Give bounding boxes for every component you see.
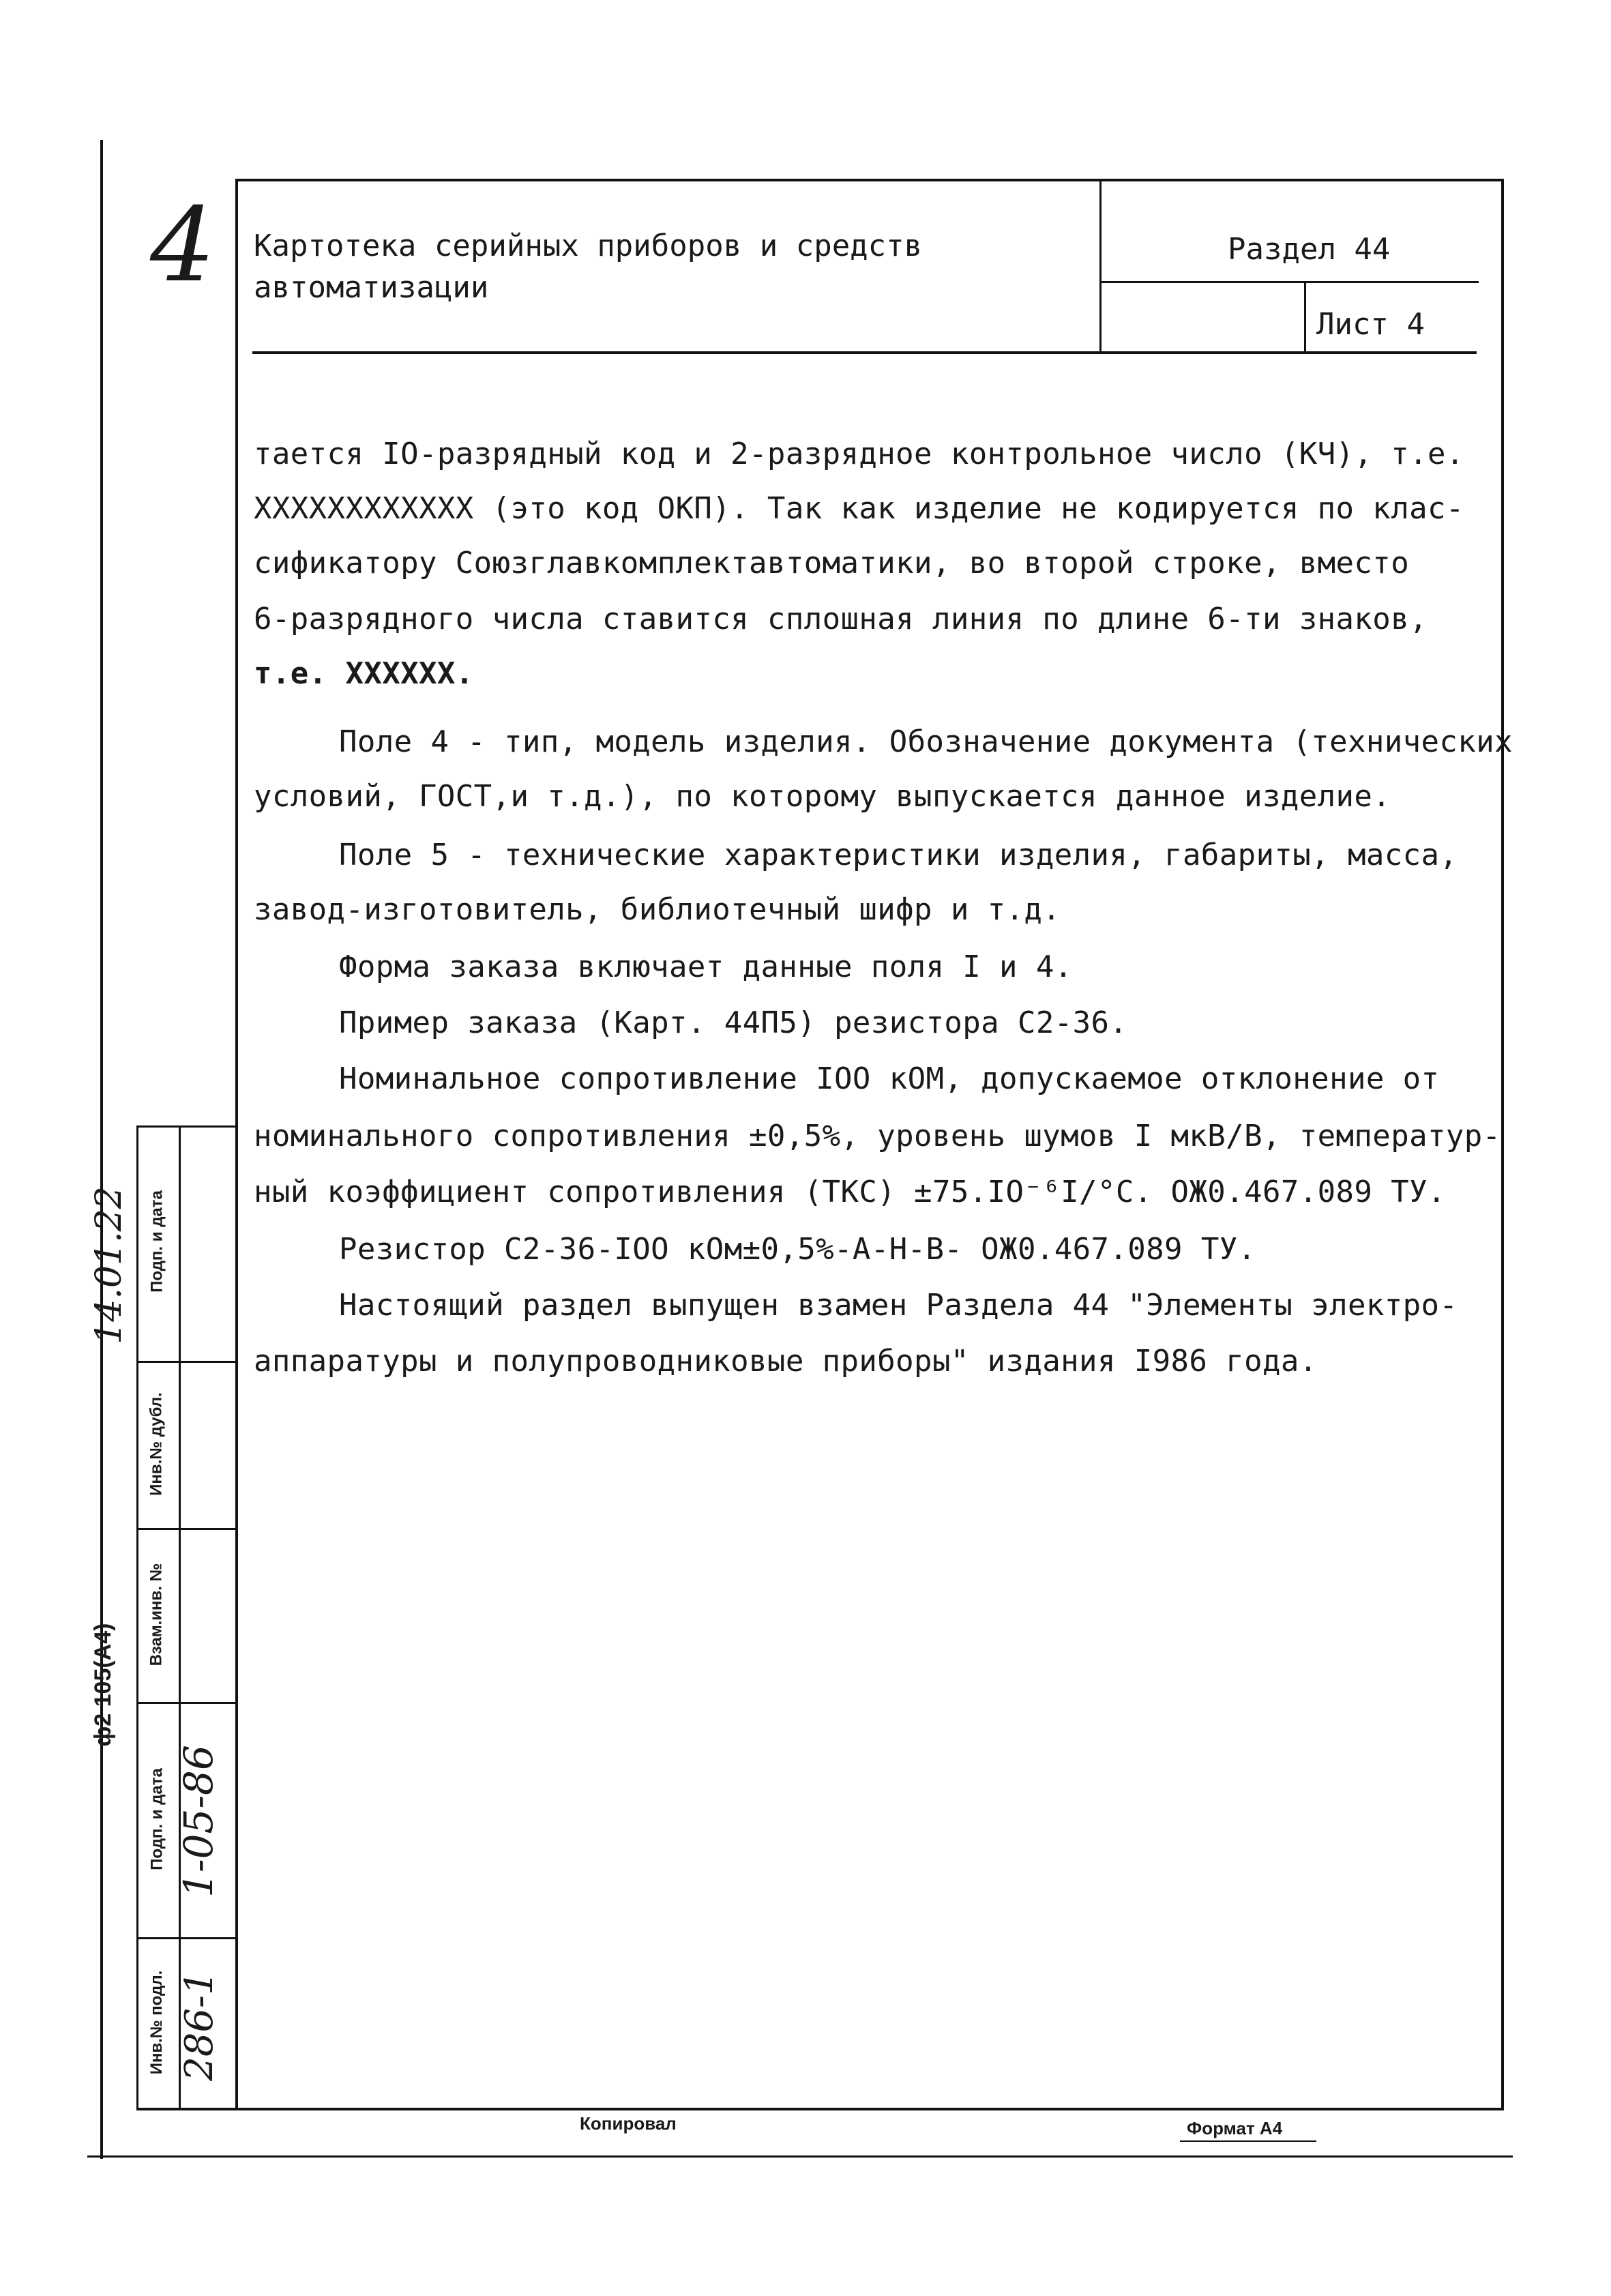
body-line: Поле 5 - технические характеристики изделия, габариты, масса,: [339, 838, 1458, 872]
sheet-label: Лист 4: [1316, 307, 1425, 342]
stamp-hand-signature: 14.01.22: [89, 1186, 130, 1344]
footer-underline: [1180, 2140, 1316, 2142]
stamp-form-mark: ф2 105(А4): [90, 1623, 116, 1747]
outer-frame-left: [100, 140, 103, 2159]
body-line: сификатору Союзглавкомплектавтоматики, во второй строке, вместо: [254, 546, 1410, 580]
body-line: Номинальное сопротивление IOO кОМ, допускаемое отклонение от: [339, 1061, 1440, 1096]
page-number-mark: 4: [150, 186, 216, 305]
body-line: Настоящий раздел выпущен взамен Раздела 44 "Элементы электро-: [339, 1288, 1458, 1323]
body-line: завод-изготовитель, библиотечный шифр и т.д.: [254, 892, 1061, 927]
outer-frame-bottom: [87, 2155, 1513, 2158]
stamp-label-sign-date-2: Подп. и дата: [147, 1768, 166, 1870]
body-line: Форма заказа включает данные поля I и 4.: [339, 950, 1073, 984]
inner-frame-left: [235, 179, 238, 2109]
body-line: Резистор С2-36-IOO кОм±0,5%-А-Н-В- ОЖ0.467.089 ТУ.: [339, 1232, 1256, 1267]
footer-copied: Копировал: [580, 2113, 677, 2134]
stamp-label-orig-inv: Инв.№ подл.: [147, 1970, 166, 2075]
section-label: Раздел 44: [1228, 232, 1391, 267]
header-title-line2: автоматизации: [254, 270, 489, 305]
inner-frame-right: [1501, 179, 1504, 2109]
body-line: ный коэффициент сопротивления (ТКС) ±75.IO⁻⁶I/°C. ОЖ0.467.089 ТУ.: [254, 1175, 1446, 1209]
body-line: т.е. XXXXXX.: [254, 656, 474, 691]
body-line: Поле 4 - тип, модель изделия. Обозначение документа (технических: [339, 724, 1513, 759]
body-line: аппаратуры и полупроводниковые приборы" издания I986 года.: [254, 1344, 1318, 1379]
header-bottom-rule: [252, 351, 1477, 354]
body-line: 6-разрядного числа ставится сплошная линия по длине 6-ти знаков,: [254, 602, 1428, 636]
stamp-label-dup-inv: Инв.№ дубл.: [147, 1392, 166, 1496]
body-line: тается IO-разрядный код и 2-разрядное контрольное число (КЧ), т.е.: [254, 437, 1464, 471]
inner-frame-top: [235, 179, 1504, 181]
stamp-hand-date: 1-05-86: [175, 1745, 222, 1898]
body-line: номинального сопротивления ±0,5%, уровень шумов I мкВ/В, температур-: [254, 1119, 1501, 1153]
inner-frame-bottom: [136, 2108, 1504, 2110]
stamp-hand-inv: 286-1: [177, 1971, 222, 2081]
stamp-label-sign-date: Подп. и дата: [147, 1190, 166, 1293]
footer-format: Формат А4: [1187, 2118, 1283, 2138]
header-sheet-divider: [1304, 283, 1306, 351]
stamp-col-line: [136, 1125, 138, 2108]
stamp-label-repl-inv: Взам.инв. №: [147, 1563, 166, 1666]
header-vertical-divider: [1099, 179, 1102, 351]
body-line: XXXXXXXXXXXX (это код ОКП). Так как изделие не кодируется по клас-: [254, 491, 1464, 526]
body-line: условий, ГОСТ,и т.д.), по которому выпускается данное изделие.: [254, 779, 1391, 814]
body-line: Пример заказа (Карт. 44П5) резистора С2-36.: [339, 1005, 1128, 1040]
header-title-line1: Картотека серийных приборов и средств: [254, 229, 923, 263]
header-section-rule: [1099, 281, 1479, 283]
